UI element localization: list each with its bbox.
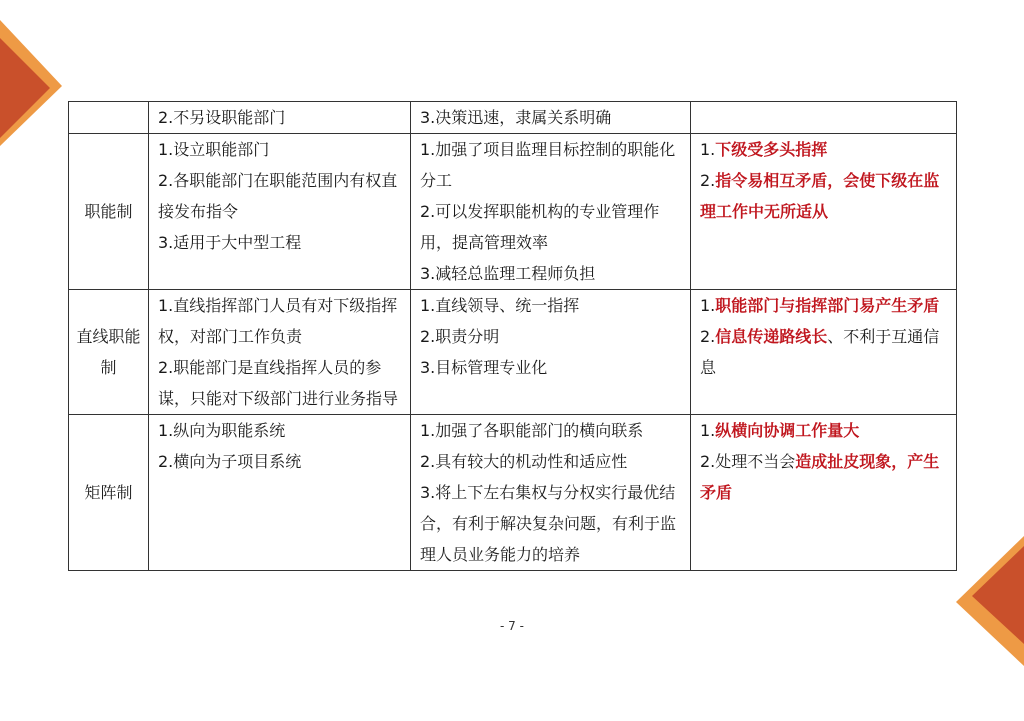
advantages-cell — [411, 134, 691, 290]
feature-item: 3.适用于大中型工程 — [158, 233, 302, 252]
disadvantage-item — [700, 134, 950, 165]
features-cell — [149, 102, 411, 134]
structure-type-cell — [69, 134, 149, 290]
disadvantage-item — [700, 321, 950, 383]
organization-comparison-table — [68, 101, 957, 571]
table-row — [69, 134, 957, 290]
structure-type-cell — [69, 102, 149, 134]
advantage-item: 1.加强了项目监理目标控制的职能化分工 — [420, 140, 676, 190]
features-cell — [149, 290, 411, 415]
disadvantages-cell — [691, 102, 957, 134]
emphasized-text: 职能部门与指挥部门易产生矛盾 — [715, 296, 940, 315]
plain-text: 2. — [700, 327, 716, 346]
feature-item: 1.设立职能部门 — [158, 140, 270, 159]
advantages-cell — [411, 290, 691, 415]
emphasized-text: 指令易相互矛盾，会使下级在监理工作中无所适从 — [700, 171, 940, 221]
advantages-cell — [411, 102, 691, 134]
plain-text: 2. — [700, 171, 716, 190]
disadvantages-cell — [691, 290, 957, 415]
feature-item: 2.职能部门是直线指挥人员的参谋，只能对下级部门进行业务指导 — [158, 358, 399, 408]
feature-item: 2.横向为子项目系统 — [158, 452, 302, 471]
plain-text: 2.处理不当会 — [700, 452, 796, 471]
features-cell — [149, 134, 411, 290]
advantage-item: 3.减轻总监理工程师负担 — [420, 264, 596, 283]
feature-item: 2.不另设职能部门 — [158, 108, 286, 127]
emphasized-text: 下级受多头指挥 — [715, 140, 828, 159]
structure-type-label: 职能制 — [84, 202, 133, 221]
page-number: - 7 - — [500, 619, 524, 633]
feature-item: 2.各职能部门在职能范围内有权直接发布指令 — [158, 171, 398, 221]
advantage-item: 2.职责分明 — [420, 327, 500, 346]
disadvantage-item — [700, 446, 950, 508]
plain-text: 1. — [700, 140, 716, 159]
disadvantages-cell — [691, 415, 957, 571]
disadvantage-item — [700, 165, 950, 227]
table-row — [69, 290, 957, 415]
advantage-item: 3.目标管理专业化 — [420, 358, 548, 377]
structure-type-cell — [69, 290, 149, 415]
feature-item: 1.直线指挥部门人员有对下级指挥权，对部门工作负责 — [158, 296, 398, 346]
advantage-item: 1.直线领导、统一指挥 — [420, 296, 580, 315]
advantage-item: 2.可以发挥职能机构的专业管理作用，提高管理效率 — [420, 202, 660, 252]
structure-type-cell — [69, 415, 149, 571]
disadvantage-item — [700, 415, 950, 446]
emphasized-text: 信息传递路线长 — [715, 327, 828, 346]
corner-triangle-top-left — [0, 18, 70, 146]
advantage-item: 3.将上下左右集权与分权实行最优结合，有利于解决复杂问题，有利于监理人员业务能力的培养 — [420, 483, 677, 564]
structure-type-label: 矩阵制 — [84, 483, 133, 502]
advantage-item: 1.加强了各职能部门的横向联系 — [420, 421, 644, 440]
disadvantages-cell — [691, 134, 957, 290]
disadvantage-item — [700, 290, 950, 321]
features-cell — [149, 415, 411, 571]
structure-type-label: 直线职能制 — [76, 327, 141, 377]
plain-text: 1. — [700, 296, 716, 315]
advantages-cell — [411, 415, 691, 571]
plain-text: 、不利于互通信息 — [700, 327, 940, 377]
table-row — [69, 415, 957, 571]
corner-triangle-bottom-right — [948, 536, 1024, 666]
emphasized-text: 纵横向协调工作量大 — [715, 421, 860, 440]
table-row — [69, 102, 957, 134]
emphasized-text: 造成扯皮现象，产生矛盾 — [700, 452, 940, 502]
advantage-item: 3.决策迅速，隶属关系明确 — [420, 108, 612, 127]
plain-text: 1. — [700, 421, 716, 440]
feature-item: 1.纵向为职能系统 — [158, 421, 286, 440]
advantage-item: 2.具有较大的机动性和适应性 — [420, 452, 628, 471]
